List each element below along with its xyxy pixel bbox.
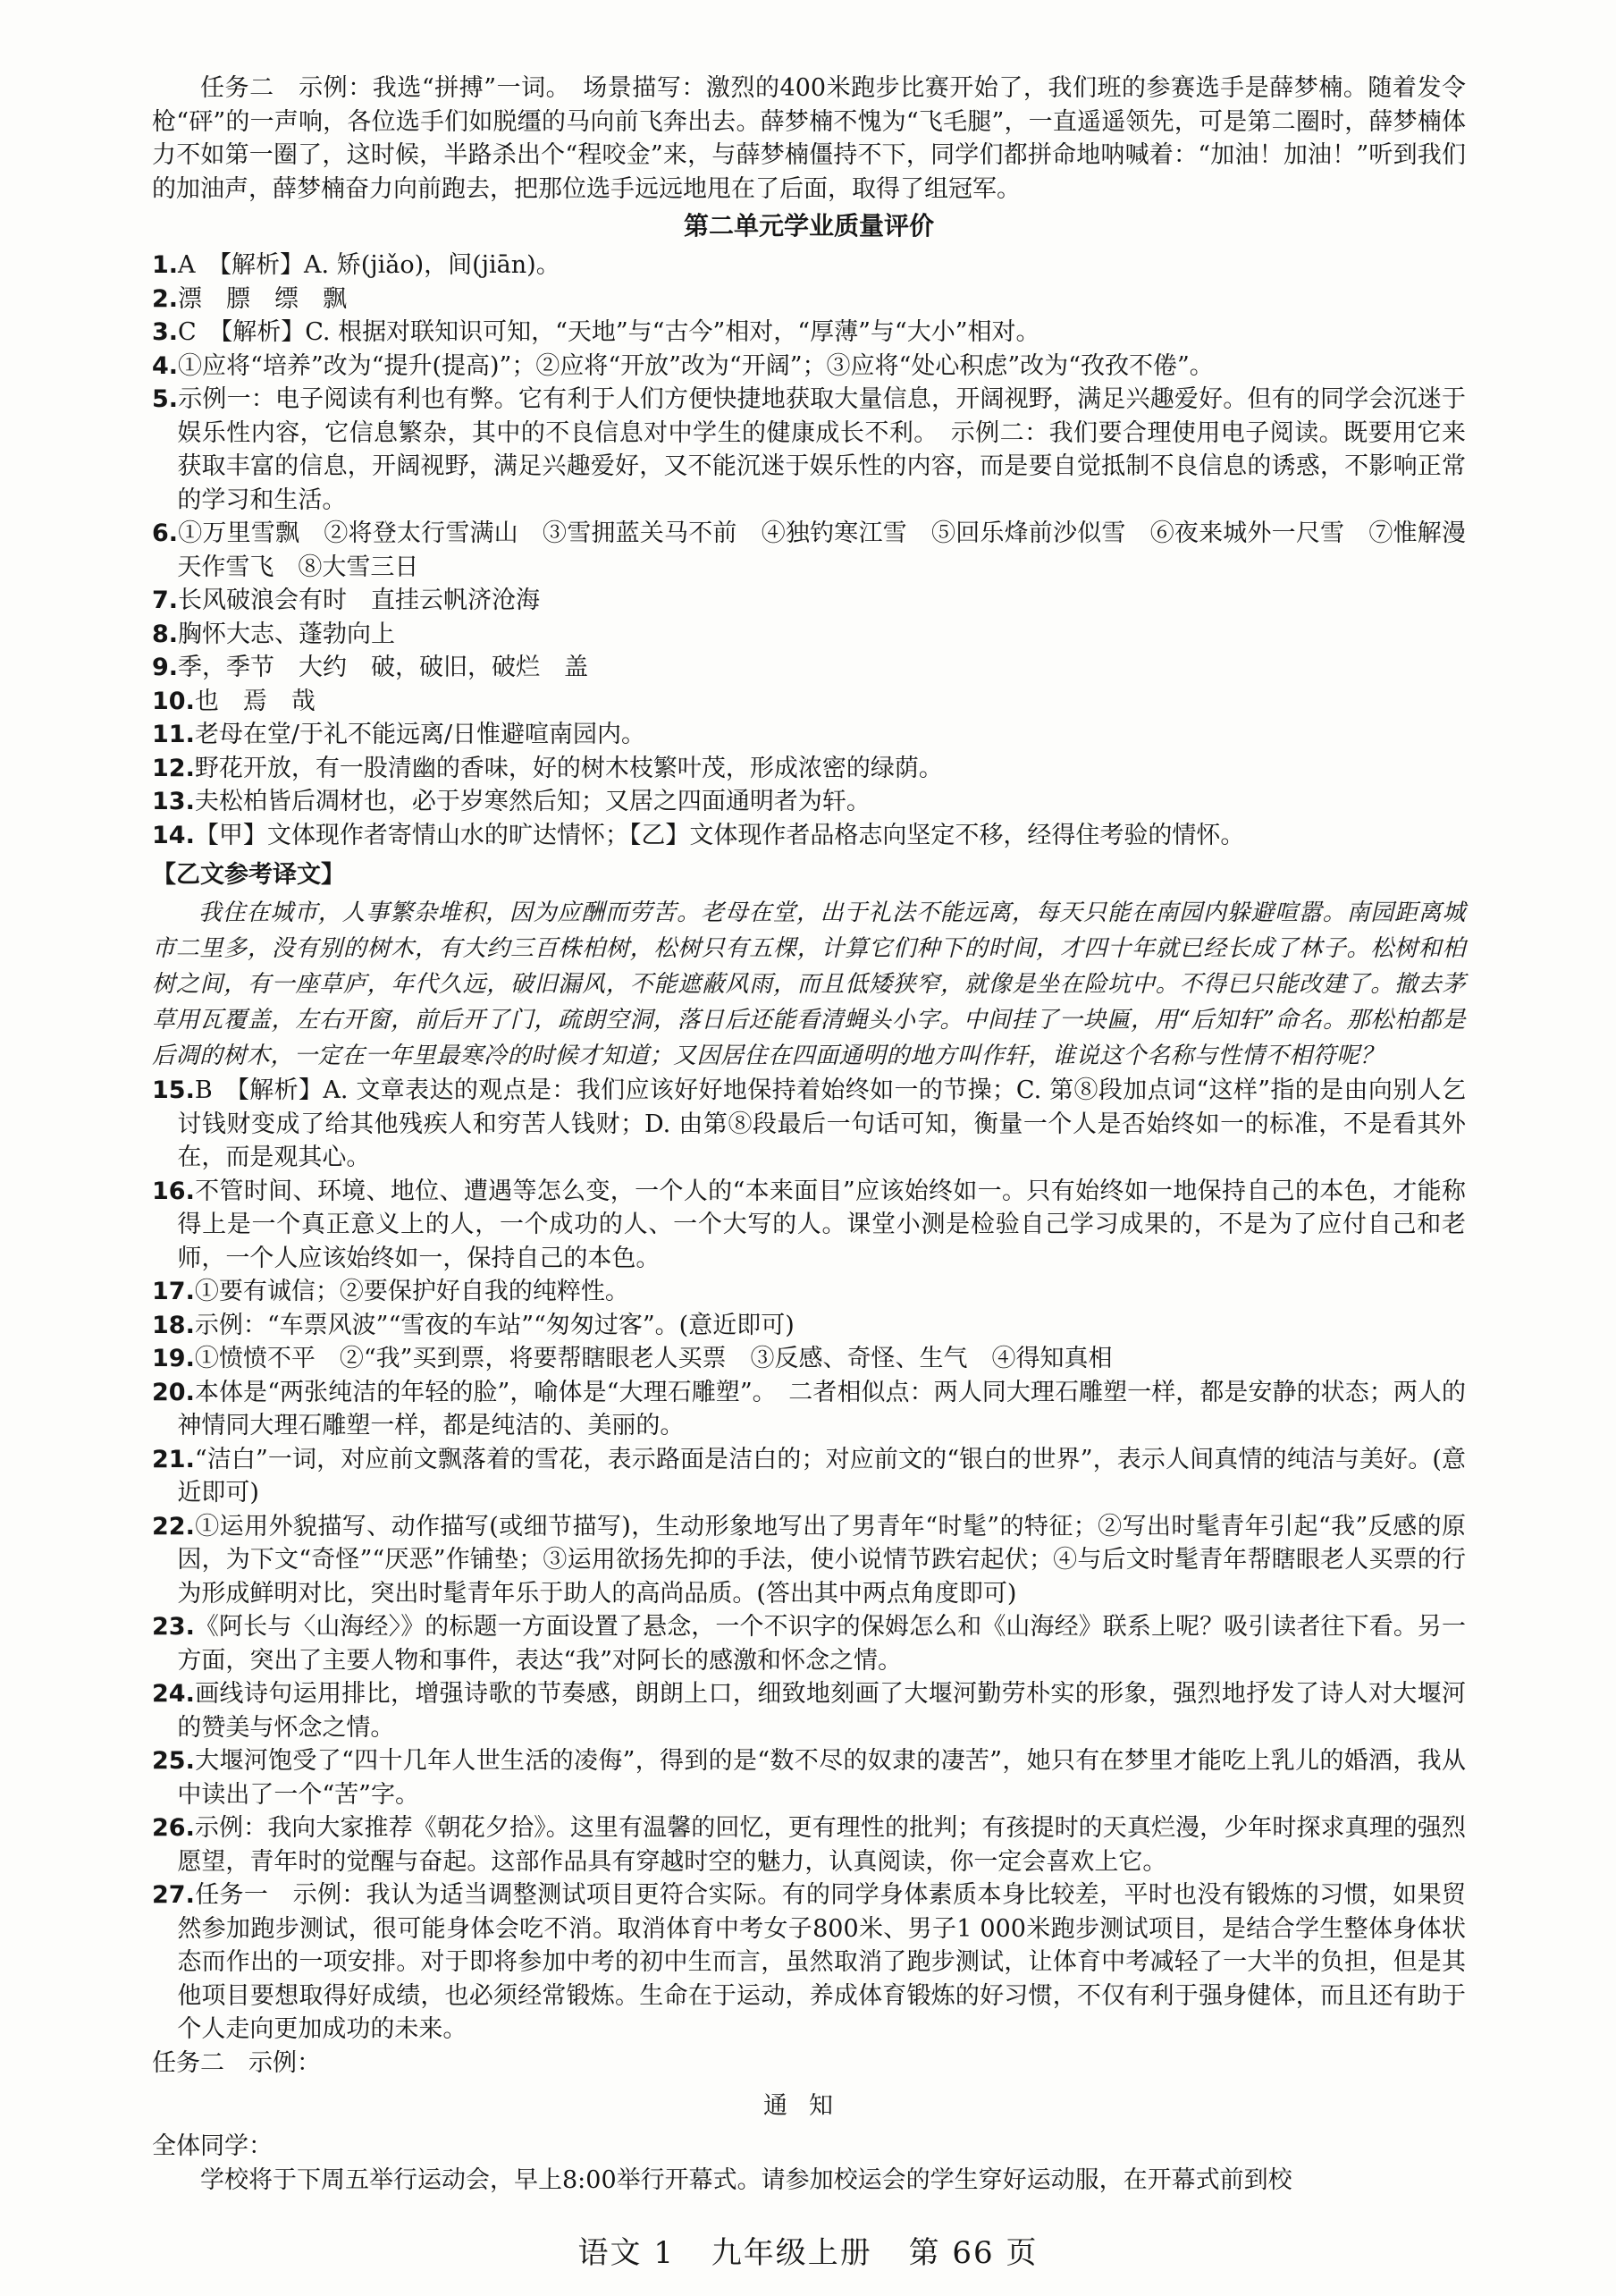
answer-item: 19.①愤愤不平 ②“我”买到票，将要帮瞎眼老人买票 ③反感、奇怪、生气 ④得知真相 — [152, 1345, 1113, 1372]
answer-item: 5.示例一：电子阅读有利也有弊。它有利于人们方便快捷地获取大量信息，开阔视野，满足兴趣爱好。但有的同学会沉迷于娱乐性内容，它信息繁杂，其中的不良信息对中学生的健康成长不利。 示例二：我们要合理使用电子阅读。既要用它来获取丰富的信息，开阔视野，满足兴趣爱好，又不能沉迷于娱乐性的内容，而是要自觉抵制不良信息的诱惑，不影响正常的学习和生活。 — [152, 385, 1466, 514]
answer-item: 17.①要有诚信；②要保护好自我的纯粹性。 — [152, 1278, 629, 1305]
answer-item: 16.不管时间、环境、地位、遭遇等怎么变，一个人的“本来面目”应该始终如一。只有始终如一地保持自己的本色，才能称得上是一个真正意义上的人，一个成功的人、一个大写的人。课堂小测是检验自己学习成果的，不是为了应付自己和老师，一个人应该始终如一，保持自己的本色。 — [152, 1177, 1466, 1272]
footer-grade: 九年级上册 — [711, 2235, 872, 2271]
answer-item: 2.漂 膘 缥 飘 — [152, 284, 348, 313]
page-content — [152, 72, 1466, 2197]
answer-item: 6.①万里雪飘 ②将登太行雪满山 ③雪拥蓝关马不前 ④独钓寒江雪 ⑤回乐烽前沙似雪 ⑥夜来城外一尺雪 ⑦惟解漫天作雪飞 ⑧大雪三日 — [152, 519, 1466, 581]
answer-item: 13.夫松柏皆后凋材也，必于岁寒然后知；又居之四面通明者为轩。 — [152, 788, 871, 815]
answer-item: 8.胸怀大志、蓬勃向上 — [152, 620, 396, 648]
answer-item: 12.野花开放，有一股清幽的香味，好的树木枝繁叶茂，形成浓密的绿荫。 — [152, 754, 943, 782]
task2-label: 任务二 示例： — [152, 2048, 321, 2077]
answer-list-1 — [152, 249, 1466, 852]
answer-item: 20.本体是“两张纯洁的年轻的脸”，喻体是“大理石雕塑”。 二者相似点：两人同大理石雕塑一样，都是安静的状态；两人的神情同大理石雕塑一样，都是纯洁的、美丽的。 — [152, 1378, 1466, 1439]
footer-page-number: 第 66 页 — [908, 2235, 1039, 2271]
answer-item: 7.长风破浪会有时 直挂云帆济沧海 — [152, 587, 541, 614]
answer-item: 27.任务一 示例：我认为适当调整测试项目更符合实际。有的同学身体素质本身比较差，平时也没有锻炼的习惯，如果贸然参加跑步测试，很可能身体会吃不消。取消体育中考女子800米、男子1 000米跑步测试项目，是结合学生整体身体状态而作出的一项安排。对于即将参加中考的初中生而言，虽然取消了跑步测试，让体育中考减轻了一大半的负担，但是其他项目要想取得好成绩，也必须经常锻炼。生命在于运动，养成体育锻炼的好习惯，不仅有利于强身健体，而且还有助于个人走向更加成功的未来。 — [152, 1881, 1466, 2043]
page-footer — [0, 2228, 1616, 2272]
answer-item: 9.季，季节 大约 破，破旧，破烂 盖 — [152, 654, 589, 681]
notice-body: 学校将于下周五举行运动会，早上8:00举行开幕式。请参加校运会的学生穿好运动服，在开幕式前到校 — [200, 2165, 1292, 2194]
footer-subject: 语文 1 — [577, 2235, 675, 2271]
answer-item: 18.示例：“车票风波”“雪夜的车站”“匆匆过客”。(意近即可) — [152, 1311, 795, 1339]
section-title: 第二单元学业质量评价 — [683, 211, 934, 241]
answer-item: 15.B 【解析】A. 文章表达的观点是：我们应该好好地保持着始终如一的节操；C. 第⑧段加点词“这样”指的是由向别人乞讨钱财变成了给其他残疾人和穷苦人钱财；D. 由第⑧段最后一句话可知，衡量一个人是否始终如一的标准，不是看其外在，而是观其心。 — [152, 1076, 1466, 1171]
answer-item: 4.①应将“培养”改为“提升(提高)”；②应将“开放”改为“开阔”；③应将“处心积虑”改为“孜孜不倦”。 — [152, 351, 1214, 380]
answer-item: 25.大堰河饱受了“四十几年人世生活的凌侮”，得到的是“数不尽的奴隶的凄苦”，她只有在梦里才能吃上乳儿的婚酒，我从中读出了一个“苦”字。 — [152, 1747, 1466, 1809]
notice-title: 通知 — [763, 2092, 854, 2120]
translation-text: 我住在城市，人事繁杂堆积，因为应酬而劳苦。老母在堂，出于礼法不能远离，每天只能在南园内躲避喧嚣。南园距离城市二里多，没有别的树木，有大约三百株柏树，松树只有五棵，计算它们种下的时间，才四十年就已经长成了林子。松树和柏树之间，有一座草庐，年代久远，破旧漏风，不能遮蔽风雨，而且低矮狭窄，就像是坐在险坑中。不得已只能改建了。撤去茅草用瓦覆盖，左右开窗，前后开了门，疏朗空洞，落日后还能看清蝇头小字。中间挂了一块匾，用“后知轩”命名。那松柏都是后凋的树木，一定在一年里最寒冷的时候才知道；又因居住在四面通明的地方叫作轩，谁说这个名称与性情不相符呢？ — [152, 899, 1466, 1069]
answer-item: 22.①运用外貌描写、动作描写(或细节描写)，生动形象地写出了男青年“时髦”的特征；②写出时髦青年引起“我”反感的原因，为下文“奇怪”“厌恶”作铺垫；③运用欲扬先抑的手法，使小说情节跌宕起伏；④与后文时髦青年帮瞎眼老人买票的行为形成鲜明对比，突出时髦青年乐于助人的高尚品质。(答出其中两点角度即可) — [152, 1512, 1466, 1608]
translation-heading: 【乙文参考译文】 — [152, 861, 345, 889]
answer-item: 26.示例：我向大家推荐《朝花夕拾》。这里有温馨的回忆，更有理性的批判；有孩提时的天真烂漫，少年时探求真理的强烈愿望，青年时的觉醒与奋起。这部作品具有穿越时空的魅力，认真阅读，你一定会喜欢上它。 — [152, 1814, 1466, 1876]
task2-paragraph: 任务二 示例：我选“拼搏”一词。 场景描写：激烈的400米跑步比赛开始了，我们班的参赛选手是薛梦楠。随着发令枪“砰”的一声响，各位选手们如脱缰的马向前飞奔出去。薛梦楠不愧为“飞毛腿”，一直遥遥领先，可是第二圈时，薛梦楠体力不如第一圈了，这时候，半路杀出个“程咬金”来，与薛梦楠僵持不下，同学们都拼命地呐喊着：“加油！加油！”听到我们的加油声，薛梦楠奋力向前跑去，把那位选手远远地甩在了后面，取得了组冠军。 — [152, 74, 1466, 203]
answer-list-2 — [152, 1074, 1466, 2047]
notice-salutation: 全体同学： — [152, 2132, 273, 2160]
answer-item: 1.A 【解析】A. 矫(jiǎo)，间(jiān)。 — [152, 251, 560, 279]
answer-item: 11.老母在堂/于礼不能远离/日惟避喧南园内。 — [152, 721, 646, 748]
answer-item: 24.画线诗句运用排比，增强诗歌的节奏感，朗朗上口，细致地刻画了大堰河勤劳朴实的形象，强烈地抒发了诗人对大堰河的赞美与怀念之情。 — [152, 1680, 1466, 1742]
answer-item: 21.“洁白”一词，对应前文飘落着的雪花，表示路面是洁白的；对应前文的“银白的世界”，表示人间真情的纯洁与美好。(意近即可) — [152, 1445, 1466, 1507]
answer-item: 10.也 焉 哉 — [152, 687, 316, 715]
answer-item: 23.《阿长与〈山海经〉》的标题一方面设置了悬念，一个不识字的保姆怎么和《山海经》联系上呢？吸引读者往下看。另一方面，突出了主要人物和事件，表达“我”对阿长的感激和怀念之情。 — [152, 1613, 1466, 1675]
answer-item: 3.C 【解析】C. 根据对联知识可知，“天地”与“古今”相对，“厚薄”与“大小”相对。 — [152, 318, 1040, 346]
answer-item: 14.【甲】文体现作者寄情山水的旷达情怀；【乙】文体现作者品格志向坚定不移，经得住考验的情怀。 — [152, 821, 1245, 849]
